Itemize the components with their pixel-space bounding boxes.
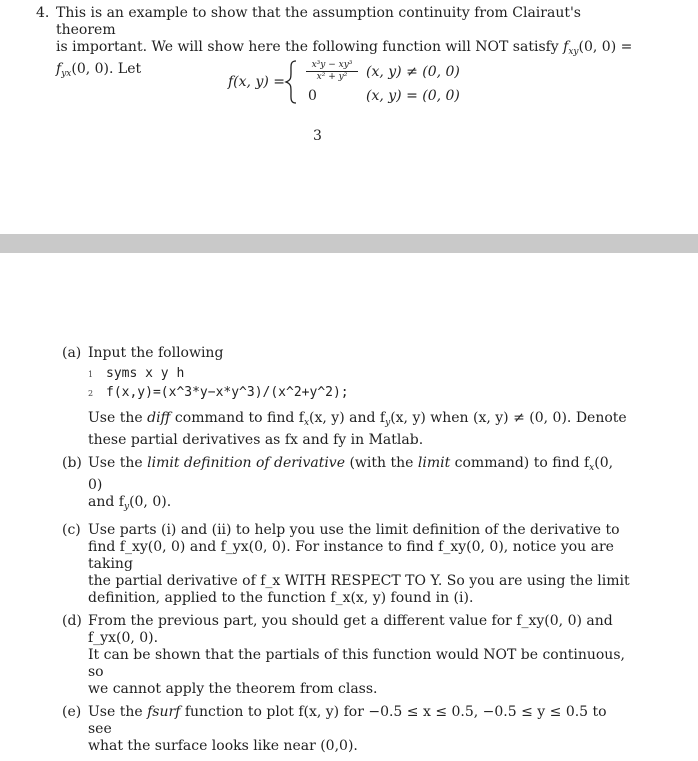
code-line: 1 syms x y h bbox=[88, 366, 185, 381]
page-number: 3 bbox=[313, 128, 322, 144]
part-a-text: Input the following bbox=[88, 345, 224, 361]
intro-line-1: This is an example to show that the assumption continuity from Clairaut's theorem bbox=[56, 5, 581, 38]
part-c-line-2: find f_xy(0, 0) and f_yx(0, 0). For instance to find f_xy(0, 0), notice you are taking bbox=[88, 539, 614, 572]
page-divider bbox=[0, 234, 698, 253]
page-bottom bbox=[0, 253, 698, 754]
part-e-line-2: what the surface looks like near (0,0). bbox=[88, 738, 358, 754]
parts-list bbox=[62, 345, 630, 761]
part-b-line-2: and $f_y(0$, 0). bbox=[88, 494, 172, 512]
part-label: (a) bbox=[62, 345, 82, 361]
part-c-line-4: definition, applied to the function f_x(x, y) found in (i). bbox=[88, 590, 474, 606]
part-e-line-1: Use the fsurf function to plot f(x, y) for −0.5 ≤ x ≤ 0.5, −0.5 ≤ y ≤ 0.5 to see bbox=[88, 704, 607, 737]
part-d-line-3: we cannot apply the theorem from class. bbox=[88, 681, 378, 697]
part-b bbox=[62, 455, 630, 516]
part-c bbox=[62, 522, 630, 607]
part-label: (c) bbox=[62, 522, 81, 538]
piece-zero: 0 bbox=[308, 88, 317, 104]
part-a-instructions-2: these partial derivatives as fx and fy in Matlab. bbox=[88, 432, 424, 448]
part-e bbox=[62, 704, 630, 755]
part-d bbox=[62, 613, 630, 698]
code-block bbox=[88, 365, 630, 403]
part-label: (e) bbox=[62, 704, 82, 720]
part-a bbox=[62, 345, 630, 449]
question-number: 4. bbox=[36, 5, 50, 21]
code-line: 2 f(x,y)=(x^3*y−x*y^3)/(x^2+y^2); bbox=[88, 385, 349, 400]
intro-line-2: is important. We will show here the following function will NOT satisfy $f_{xy}(0$, 0) = bbox=[56, 39, 633, 57]
function-lhs: f(x, y) = bbox=[228, 74, 285, 90]
page-top bbox=[0, 0, 698, 234]
fraction-numerator: x³y − xy³ bbox=[306, 60, 358, 72]
condition-1: (x, y) ≠ (0, 0) bbox=[366, 64, 460, 80]
piecewise-function bbox=[228, 58, 488, 108]
part-d-line-2: It can be shown that the partials of this function would NOT be continuous, so bbox=[88, 647, 625, 680]
part-label: (d) bbox=[62, 613, 82, 629]
fraction-denominator: x² + y² bbox=[316, 72, 348, 82]
part-b-line-1: Use the limit definition of derivative (with the limit command) to find $f_x(0$, 0) bbox=[88, 455, 614, 493]
condition-2: (x, y) = (0, 0) bbox=[366, 88, 460, 104]
part-c-line-1: Use parts (i) and (ii) to help you use the limit definition of the derivative to bbox=[88, 522, 620, 538]
part-d-line-1: From the previous part, you should get a different value for f_xy(0, 0) and f_yx(0, 0). bbox=[88, 613, 613, 646]
fraction bbox=[306, 60, 358, 83]
part-label: (b) bbox=[62, 455, 82, 471]
left-brace-icon bbox=[284, 60, 298, 104]
intro-line-3: $f_{yx}(0$, 0). Let bbox=[56, 61, 142, 79]
part-c-line-3: the partial derivative of f_x WITH RESPECT TO Y. So you are using the limit bbox=[88, 573, 630, 589]
part-a-instructions: Use the diff command to find $f_x(x$, y) and $f_y(x$, y) when (x, y) ≠ (0, 0). Denote bbox=[88, 410, 627, 428]
